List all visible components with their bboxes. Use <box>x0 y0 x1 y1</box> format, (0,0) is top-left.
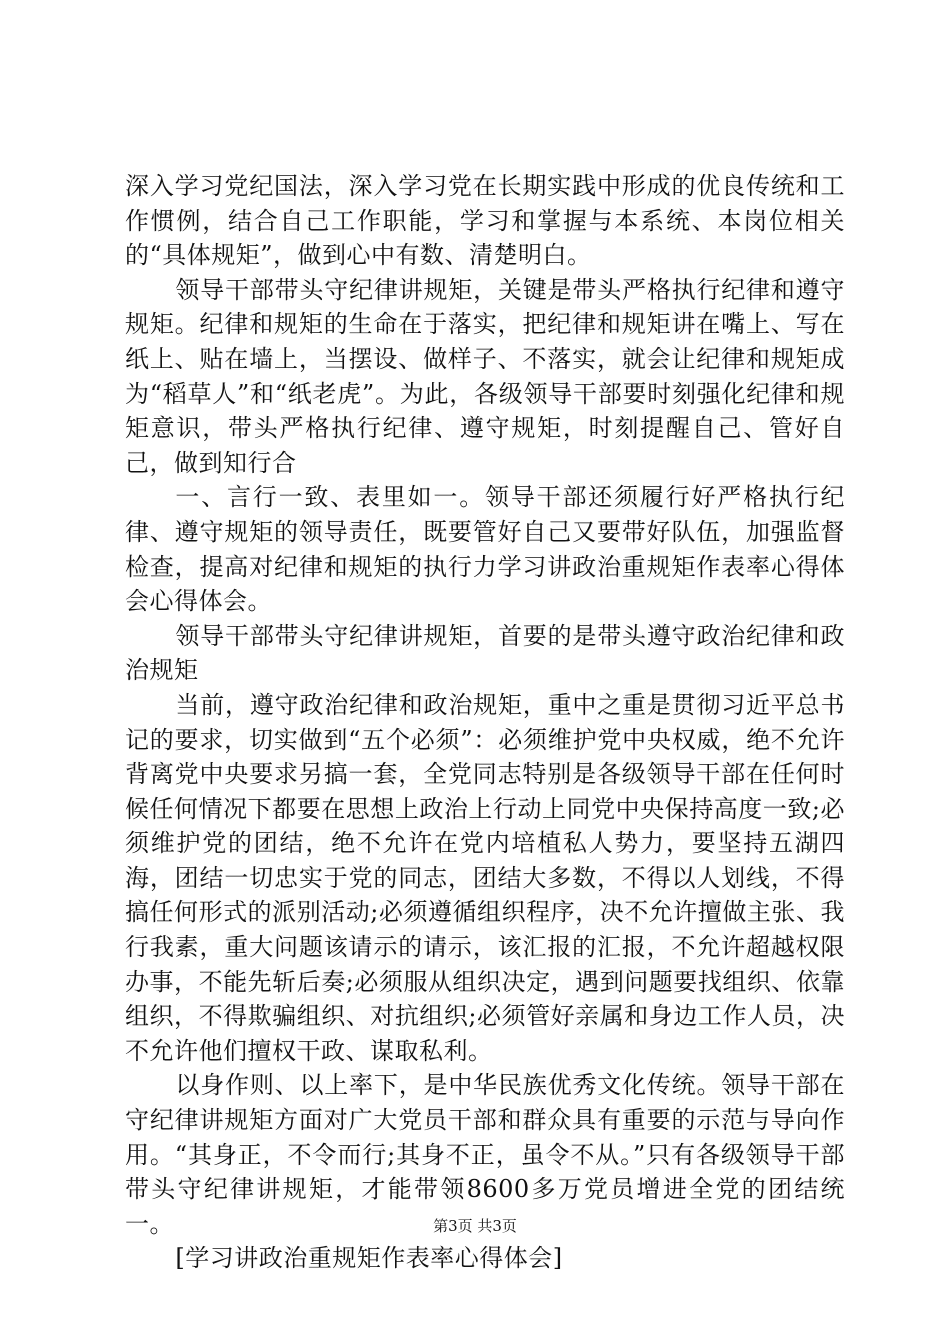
paragraph-1: 深入学习党纪国法，深入学习党在长期实践中形成的优良传统和工作惯例，结合自己工作职能，学习和掌握与本系统、本岗位相关的“具体规矩”，做到心中有数、清楚明白。 <box>125 172 845 270</box>
paragraph-6: 以身作则、以上率下，是中华民族优秀文化传统。领导干部在守纪律讲规矩方面对广大党员干部和群众具有重要的示范与导向作用。“其身正，不令而行;其身不正，虽令不从。”只有各级领导干部带头守纪律讲规矩，才能带领8600多万党员增进全党的团结统一。 <box>125 1071 845 1238</box>
page-footer: 第3页 共3页 <box>433 1217 517 1235</box>
paragraph-3: 一、言行一致、表里如一。领导干部还须履行好严格执行纪律、遵守规矩的领导责任，既要管好自己又要带好队伍，加强监督检查，提高对纪律和规矩的执行力学习讲政治重规矩作表率心得体会心得体会。 <box>125 483 845 616</box>
paragraph-4: 领导干部带头守纪律讲规矩，首要的是带头遵守政治纪律和政治规矩 <box>125 621 845 685</box>
document-body <box>125 169 845 1276</box>
paragraph-5: 当前，遵守政治纪律和政治规矩，重中之重是贯彻习近平总书记的要求，切实做到“五个必须”：必须维护党中央权威，绝不允许背离党中央要求另搞一套，全党同志特别是各级领导干部在任何时候任何情况下都要在思想上政治上行动上同党中央保持高度一致;必须维护党的团结，绝不允许在党内培植私人势力，要坚持五湖四海，团结一切忠实于党的同志，团结大多数，不得以人划线，不得搞任何形式的派别活动;必须遵循组织程序，决不允许擅做主张、我行我素，重大问题该请示的请示，该汇报的汇报，不允许超越权限办事，不能先斩后奏;必须服从组织决定，遇到问题要找组织、依靠组织，不得欺骗组织、对抗组织;必须管好亲属和身边工作人员，决不允许他们擅权干政、谋取私利。 <box>125 690 845 1065</box>
paragraph-2: 领导干部带头守纪律讲规矩，关键是带头严格执行纪律和遵守规矩。纪律和规矩的生命在于落实，把纪律和规矩讲在嘴上、写在纸上、贴在墙上，当摆设、做样子、不落实，就会让纪律和规矩成为“稻草人”和“纸老虎”。为此，各级领导干部要时刻强化纪律和规矩意识，带头严格执行纪律、遵守规矩，时刻提醒自己、管好自己，做到知行合 <box>125 275 845 477</box>
paragraph-7: [学习讲政治重规矩作表率心得体会] <box>175 1244 563 1273</box>
